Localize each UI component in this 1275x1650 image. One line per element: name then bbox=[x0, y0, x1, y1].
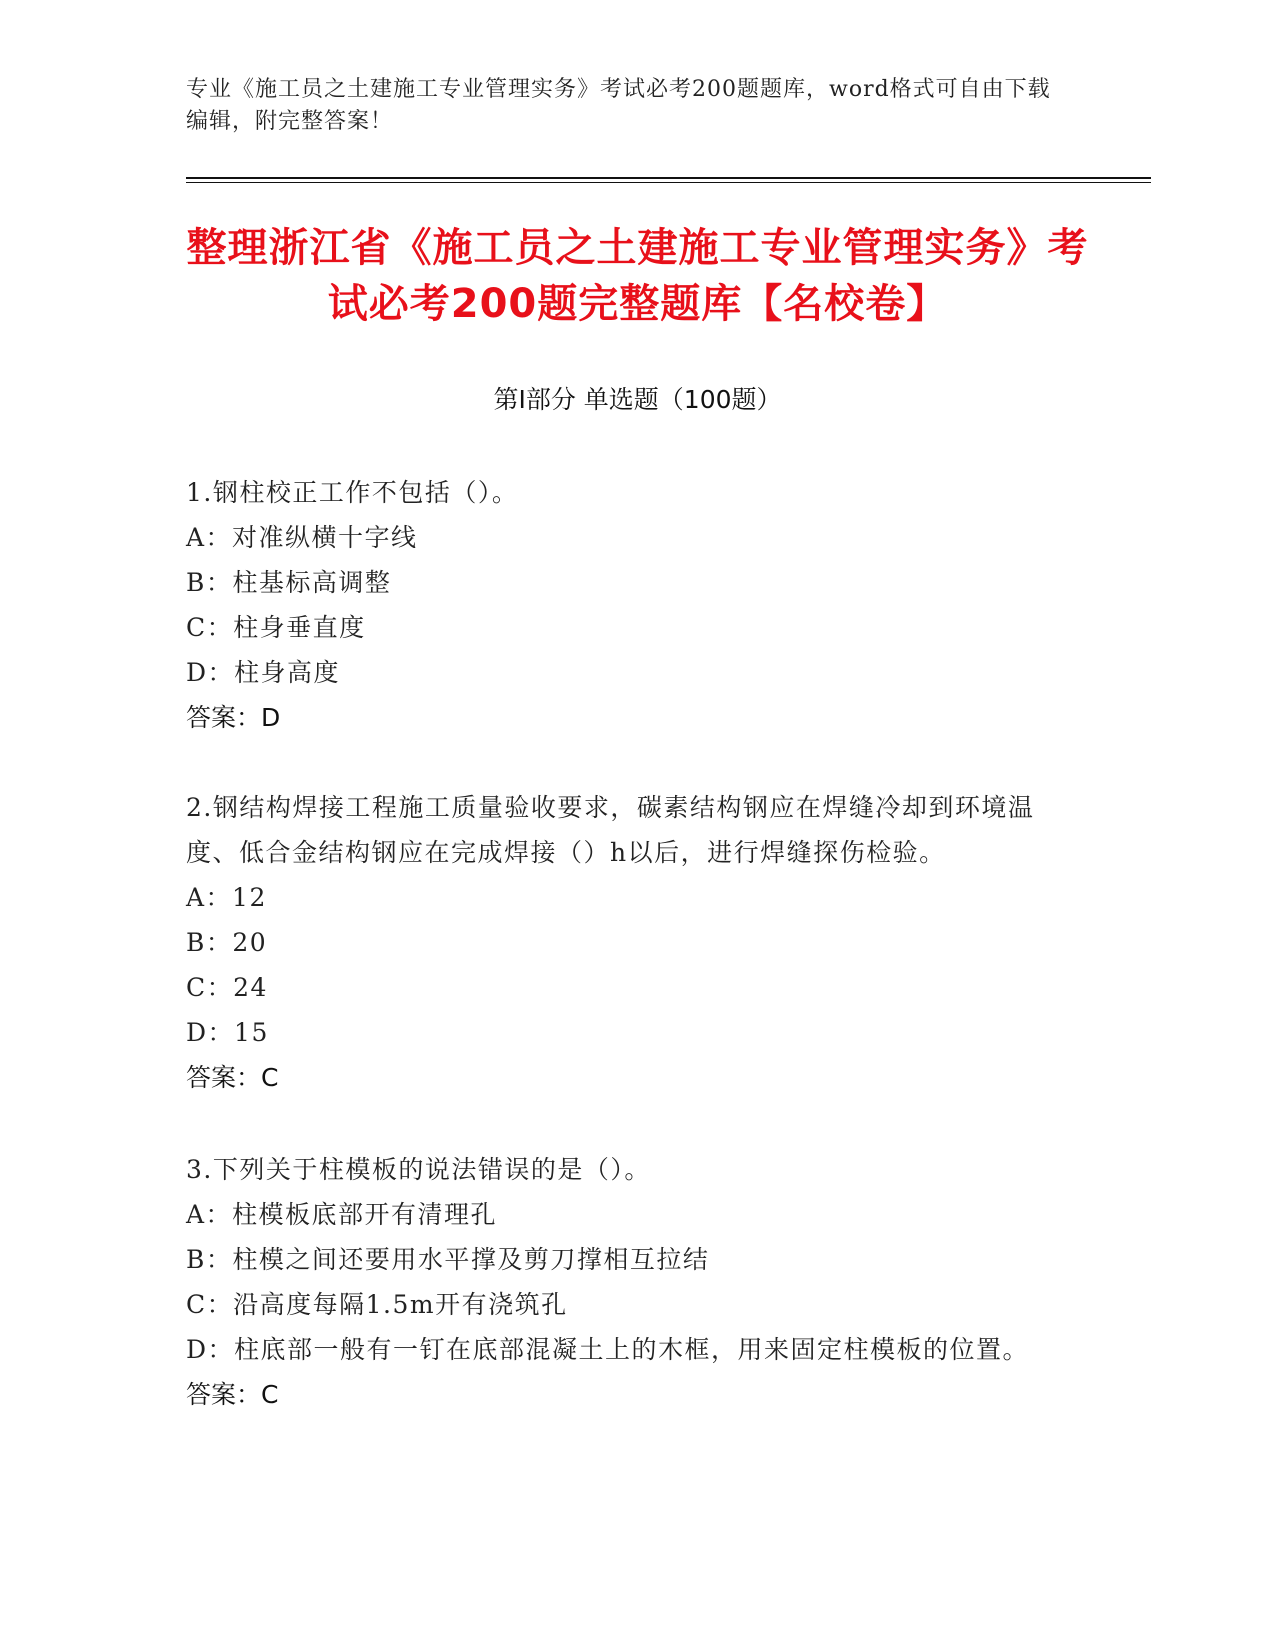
option-c: C：24 bbox=[186, 973, 268, 1002]
question-stem: 3.下列关于柱模板的说法错误的是（）。 bbox=[186, 1155, 651, 1184]
document-title: 整理浙江省《施工员之土建施工专业管理实务》考试必考200题完整题库【名校卷】 bbox=[186, 225, 1089, 327]
header-divider-thin bbox=[186, 182, 1151, 183]
question-stem: 2.钢结构焊接工程施工质量验收要求，碳素结构钢应在焊缝冷却到环境温度、低合金结构钢应在完成焊接（）h以后，进行焊缝探伤检验。 bbox=[186, 793, 1035, 867]
answer-line: 答案：C bbox=[186, 1380, 279, 1409]
answer-line: 答案：D bbox=[186, 703, 281, 732]
header-note: 专业《施工员之土建施工专业管理实务》考试必考200题题库，word格式可自由下载编辑，附完整答案！ bbox=[186, 77, 1051, 134]
option-d: D：柱底部一般有一钉在底部混凝土上的木框，用来固定柱模板的位置。 bbox=[186, 1335, 1030, 1364]
option-a: A：对准纵横十字线 bbox=[186, 523, 418, 552]
option-b: B：柱基标高调整 bbox=[186, 568, 392, 597]
option-a: A：柱模板底部开有清理孔 bbox=[186, 1200, 498, 1229]
question-block-1 bbox=[186, 470, 1076, 740]
option-a: A：12 bbox=[186, 883, 267, 912]
header-divider-thick bbox=[186, 177, 1151, 179]
question-block-2 bbox=[186, 785, 1076, 1100]
section-heading: 第I部分 单选题（100题） bbox=[493, 385, 782, 414]
option-b: B：柱模之间还要用水平撑及剪刀撑相互拉结 bbox=[186, 1245, 710, 1274]
option-b: B：20 bbox=[186, 928, 268, 957]
option-c: C：柱身垂直度 bbox=[186, 613, 366, 642]
option-c: C：沿高度每隔1.5m开有浇筑孔 bbox=[186, 1290, 568, 1319]
question-stem: 1.钢柱校正工作不包括（）。 bbox=[186, 478, 519, 507]
question-block-3 bbox=[186, 1147, 1076, 1417]
answer-line: 答案：C bbox=[186, 1063, 279, 1092]
option-d: D：柱身高度 bbox=[186, 658, 341, 687]
option-d: D：15 bbox=[186, 1018, 269, 1047]
